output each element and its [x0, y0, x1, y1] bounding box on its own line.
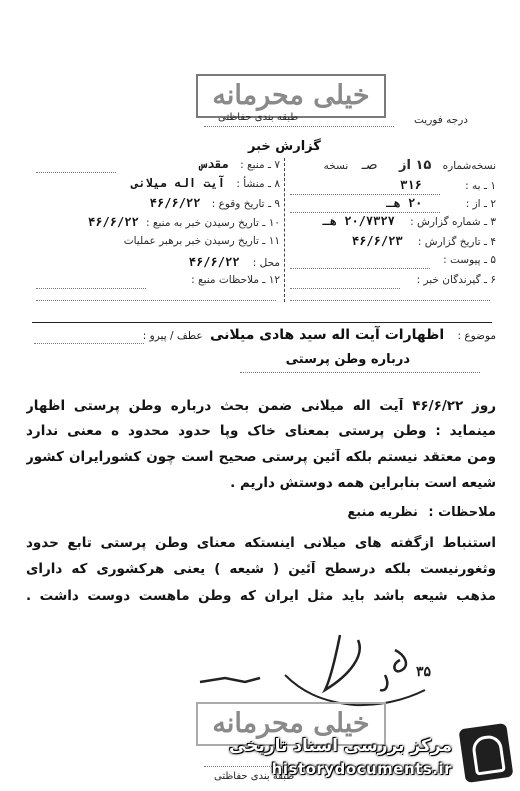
- inference-line-1: استنباط ازگفته های میلانی اینستکه معنای وطن پرستی تابع حدود: [26, 535, 496, 551]
- field-source-value: مقدس: [199, 157, 229, 171]
- copy-number-suffix: نسخه: [323, 160, 349, 172]
- field-from-label: ۲ ـ از :: [465, 198, 496, 210]
- field-report-number: [323, 214, 496, 228]
- field-report-number-label: ۳ ـ شماره گزارش :: [410, 216, 496, 228]
- field-source-notes-line-2: [36, 300, 276, 301]
- stamp-text-bottom: خیلی محرمانه: [212, 708, 370, 739]
- body-line-1: روز ۴۶/۶/۲۲ آیت اله میلانی ضمن بحث درباره وطن پرستی اظهار: [26, 398, 496, 414]
- subject-text: اظهارات آیت اله سید هادی میلانی: [209, 327, 445, 343]
- field-place: [189, 255, 280, 269]
- subject-ref-label: عطف / پیرو :: [142, 330, 203, 342]
- field-recipients: [417, 274, 496, 286]
- field-event-date: [150, 196, 280, 210]
- field-recipients-line: [290, 288, 400, 289]
- archive-logo-icon: [458, 723, 513, 783]
- copy-number-handwritten: صـ: [361, 157, 378, 173]
- field-to-label: ۱ ـ به :: [465, 180, 496, 192]
- header-divider: [32, 322, 492, 323]
- watermark: [214, 724, 514, 784]
- copy-number-row: [324, 157, 496, 173]
- stamp-underline: [204, 126, 394, 127]
- stamp-text: خیلی محرمانه: [212, 80, 370, 111]
- field-report-date: [352, 234, 496, 248]
- handwritten-note-number: ۳۵: [416, 664, 432, 680]
- field-ops-received-label: ۱۱ ـ تاریخ رسیدن خبر برهبر عملیات: [123, 235, 280, 247]
- field-origin-value: آیت اله میلانی: [131, 176, 226, 190]
- field-ops-received: [124, 235, 280, 247]
- field-event-date-value: ۴۶/۶/۲۲: [149, 196, 201, 210]
- body-line-4: شیعه است بنابراین همه دوستش داریم .: [230, 475, 496, 491]
- watermark-title: مرکز بررسی اسناد تاریخی: [229, 736, 452, 756]
- field-source-notes-label: ۱۲ ـ ملاحظات منبع :: [191, 274, 280, 286]
- body-line-2: مینماید : وطن پرستی بمعنای خاک وپا حدود محدود ه معنی ندارد: [26, 423, 496, 439]
- field-attachment: [443, 254, 496, 266]
- stamp-caption-top: طبقه بندی حفاظتی: [218, 112, 299, 123]
- field-attachment-label: ۵ ـ پیوست :: [443, 254, 496, 266]
- field-source-notes-line: [36, 288, 146, 289]
- watermark-url: historydocuments.ir: [271, 760, 452, 778]
- field-source-received-value: ۴۶/۶/۲۲: [88, 215, 139, 229]
- field-report-date-label: ۴ ـ تاریخ گزارش :: [417, 236, 496, 248]
- field-to-value: ۳۱۶: [400, 178, 422, 192]
- subject-row: [143, 327, 496, 343]
- copy-number-value: ۱۵ از: [398, 158, 432, 173]
- subject-label: موضوع :: [457, 330, 496, 342]
- subject-about-line: [240, 372, 480, 373]
- field-recipients-line-2: [290, 300, 490, 301]
- field-source-line: [36, 172, 116, 173]
- field-source-received: [88, 215, 280, 229]
- column-divider: [284, 158, 285, 302]
- stamp-caption-bottom: طبقه بندی حفاظتی: [214, 771, 295, 782]
- notes-value: نظریه منبع: [347, 505, 418, 520]
- field-from: [386, 196, 496, 210]
- field-to: [400, 178, 496, 192]
- field-place-label: محل :: [252, 257, 280, 269]
- field-source-label: ۷ ـ منبع :: [240, 159, 280, 171]
- report-title: گزارش خبر: [248, 139, 321, 154]
- subject-ref-line: [34, 343, 144, 344]
- field-from-line: [290, 212, 440, 213]
- field-recipients-label: ۶ ـ گیرندگان خبر :: [416, 274, 496, 286]
- field-place-value: ۴۶/۶/۲۲: [188, 255, 240, 269]
- field-origin: [131, 176, 280, 190]
- subject-about: درباره وطن پرستی: [285, 352, 410, 367]
- field-source: [200, 157, 280, 171]
- field-report-number-value: ۲۰/۷۳۲۷ هـ: [322, 214, 395, 228]
- field-source-received-label: ۱۰ ـ تاریخ رسیدن خبر به منبع :: [146, 217, 280, 229]
- body-line-3: ومن معتقد نیستم بلکه آئین پرستی صحیح است چون کشورایران کشور: [26, 449, 496, 465]
- notes-label: ملاحظات :: [428, 505, 496, 520]
- field-report-date-value: ۴۶/۶/۲۳: [351, 234, 403, 248]
- field-source-notes: [191, 274, 280, 286]
- urgency-label: درجه فوریت: [414, 114, 468, 126]
- field-origin-label: ۸ ـ منشأ :: [236, 178, 280, 190]
- field-from-value: ۲۰ هـ: [386, 196, 423, 210]
- field-attachment-line: [290, 268, 430, 269]
- inference-line-2: وثغورنیست بلکه درسطح آئین ( شیعه ) یعنی هرکشوری که دارای: [26, 561, 496, 577]
- notes-row: [347, 505, 496, 520]
- inference-line-3: مذهب شیعه باشد باید مثل ایران که وطن ماهست دوست داشت .: [26, 588, 496, 604]
- field-event-date-label: ۹ ـ تاریخ وقوع :: [211, 198, 280, 210]
- copy-number-label: نسخه‌شماره: [442, 160, 496, 172]
- field-to-line: [290, 194, 440, 195]
